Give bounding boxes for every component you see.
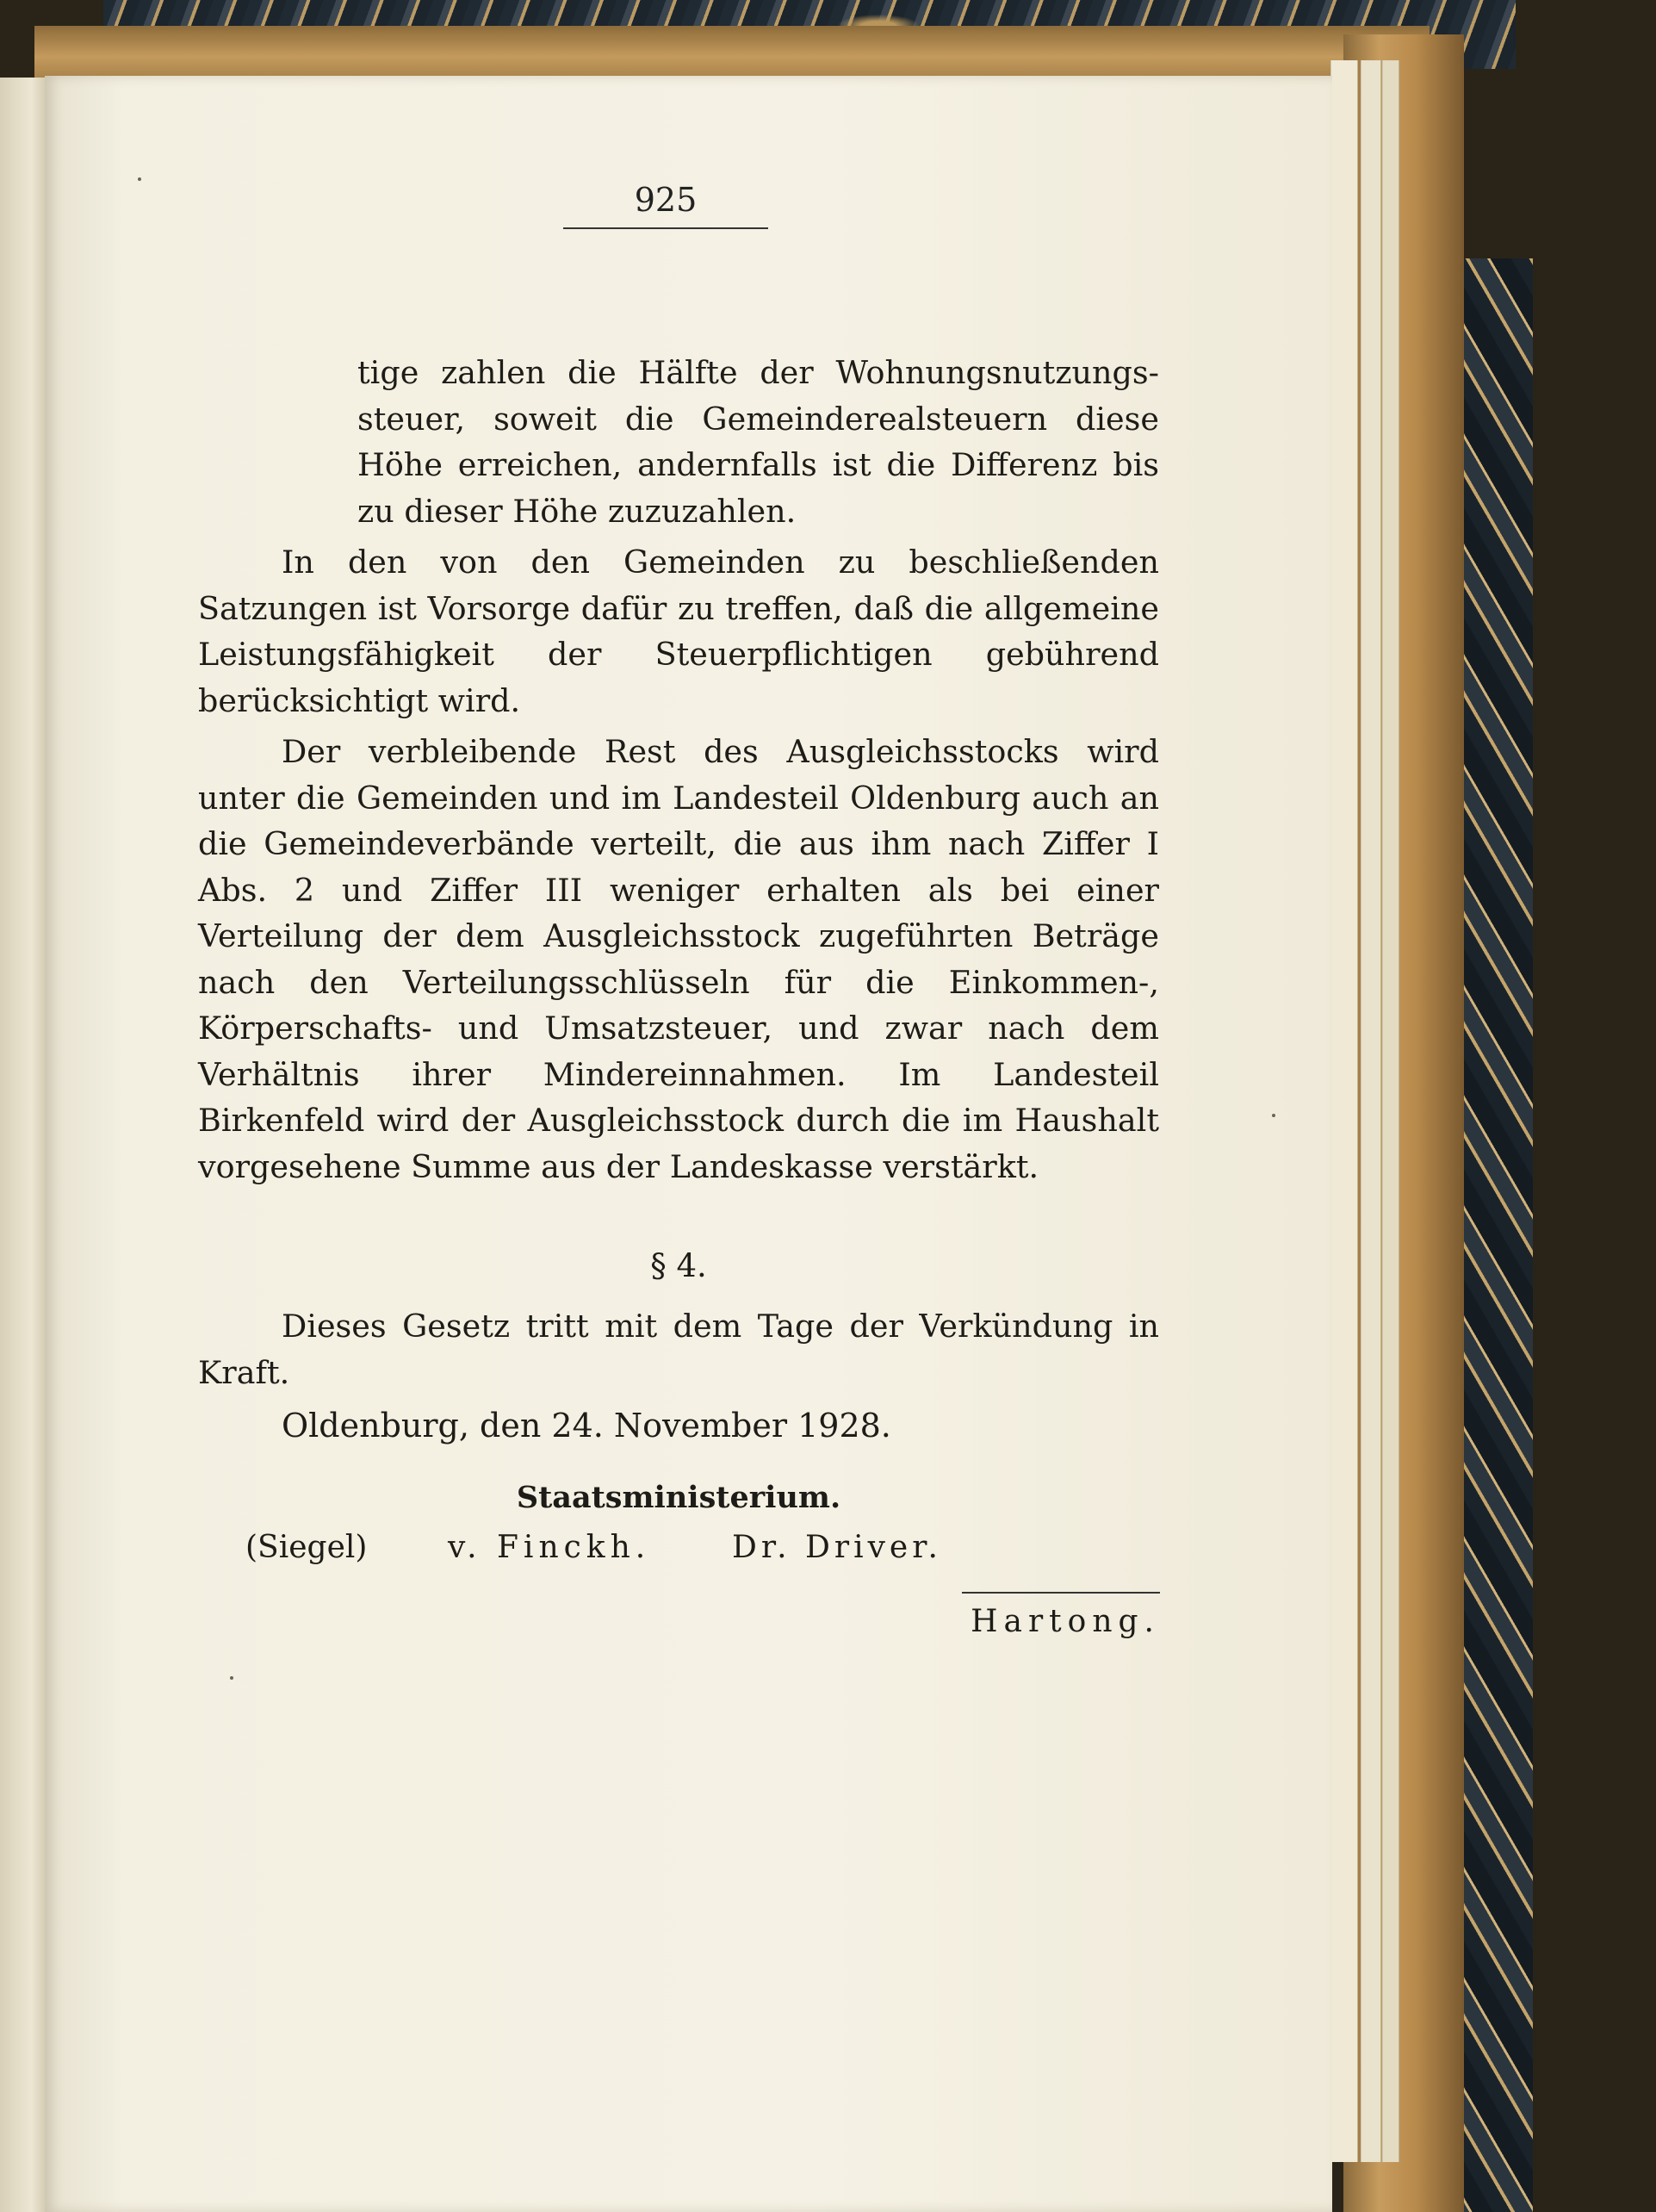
signature-rule — [962, 1592, 1160, 1594]
seal-note: (Siegel) — [245, 1530, 368, 1565]
book-page — [45, 76, 1332, 2212]
section-heading: § 4. — [650, 1247, 707, 1284]
signature-hartong: Hartong. — [971, 1604, 1160, 1639]
signature-driver: Dr. Driver. — [732, 1530, 942, 1565]
ministry-heading: Staatsministerium. — [516, 1480, 841, 1515]
signature-finckh: v. Finckh. — [448, 1530, 651, 1565]
paragraph: Dieses Gesetz tritt mit dem Tage der Verkündung in Kraft. — [198, 1308, 1159, 1391]
page-edge — [1330, 60, 1358, 2162]
body-text — [198, 350, 1159, 1190]
previous-page-edge — [0, 78, 45, 2212]
place-and-date: Oldenburg, den 24. November 1928. — [282, 1407, 891, 1445]
enactment-clause — [198, 1303, 1159, 1395]
signature-row — [198, 1530, 973, 1573]
page-number: 925 — [634, 181, 698, 219]
book-binding-top — [34, 26, 1430, 78]
page-edge — [1382, 60, 1399, 2162]
paragraph: tige zahlen die Hälfte der Wohnungsnutzungssteuer, soweit die Gemeinderealsteuern diese Höhe erreichen, andernfalls ist die Differenz bis zu dieser Höhe zuzuzahlen. — [357, 354, 1159, 530]
page-number-rule — [563, 227, 768, 229]
paragraph: In den von den Gemeinden zu beschließenden Satzungen ist Vorsorge dafür zu treffen, daß die allgemeine Leistungsfähigkeit der Steuerpflichtigen gebührend berücksichtigt wird. — [198, 544, 1159, 719]
paper-speck — [230, 1676, 233, 1680]
paper-speck — [138, 177, 141, 181]
page-edge — [1361, 60, 1381, 2162]
paper-speck — [1272, 1114, 1275, 1117]
paragraph: Der verbleibende Rest des Ausgleichsstocks wird unter die Gemeinden und im Landesteil Oldenburg auch an die Gemeindeverbände verteilt, die aus ihm nach Ziffer I Abs. 2 und Ziffer III weniger erhalten als bei einer Verteilung der dem Ausgleichsstock zugeführten Beträge nach den Verteilungsschlüsseln für die Einkommen-, Körperschafts- und Umsatzsteuer, und zwar nach dem Verhältnis ihrer Mindereinnahmen. Im Landesteil Birkenfeld wird der Ausgleichsstock durch die im Haushalt vorgesehene Summe aus der Landeskasse verstärkt. — [198, 733, 1159, 1185]
